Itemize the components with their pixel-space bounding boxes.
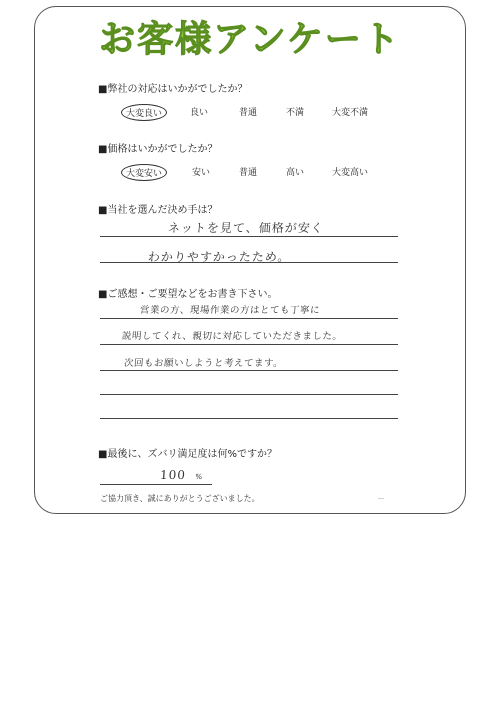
comment-answer-line-2: 説明してくれ、親切に対応していただきました。: [121, 331, 343, 342]
q2-option-5[interactable]: 大変高い: [332, 168, 369, 178]
answer-line: [100, 318, 398, 319]
answer-line: [100, 262, 398, 263]
satisfaction-number: 100: [159, 468, 187, 482]
q2-option-1[interactable]: 大変安い: [121, 164, 167, 181]
question-comments: ■ご感想・ご要望などをお書き下さい。: [98, 289, 278, 300]
thank-you-note: ご協力頂き、誠にありがとうございました。: [100, 494, 260, 503]
answer-line: [100, 418, 398, 419]
question-service: ■弊社の対応はいかがでしたか？: [98, 84, 248, 95]
q1-option-5[interactable]: 大変不満: [332, 108, 369, 118]
q2-option-4[interactable]: 高い: [286, 168, 305, 178]
satisfaction-unit: %: [195, 473, 204, 481]
q1-option-2[interactable]: 良い: [190, 108, 209, 118]
answer-line: [100, 394, 398, 395]
question-reason: ■当社を選んだ決め手は？: [98, 205, 218, 216]
answer-line: [100, 344, 398, 345]
satisfaction-value: [160, 468, 204, 482]
question-price: ■価格はいかがでしたか？: [98, 144, 218, 155]
q1-option-4[interactable]: 不満: [286, 108, 305, 118]
answer-line: [100, 370, 398, 371]
reason-answer-line-1: ネットを見て、価格が安く: [167, 221, 325, 235]
footer-mark: －: [377, 494, 385, 503]
q1-option-1[interactable]: 大変良い: [121, 104, 167, 121]
comment-answer-line-1: 営業の方、現場作業の方はとても丁寧に: [139, 305, 321, 316]
answer-line: [100, 484, 212, 485]
question-satisfaction: ■最後に、ズバリ満足度は何%ですか？: [98, 449, 277, 460]
reason-answer-line-2: わかりやすかったため。: [147, 250, 291, 264]
answer-line: [100, 236, 398, 237]
q2-option-2[interactable]: 安い: [192, 168, 211, 178]
q2-option-3[interactable]: 普通: [239, 168, 258, 178]
survey-title: お客様アンケート: [99, 19, 401, 60]
comment-answer-line-3: 次回もお願いしようと考えてます。: [123, 358, 284, 369]
q1-option-3[interactable]: 普通: [239, 108, 258, 118]
